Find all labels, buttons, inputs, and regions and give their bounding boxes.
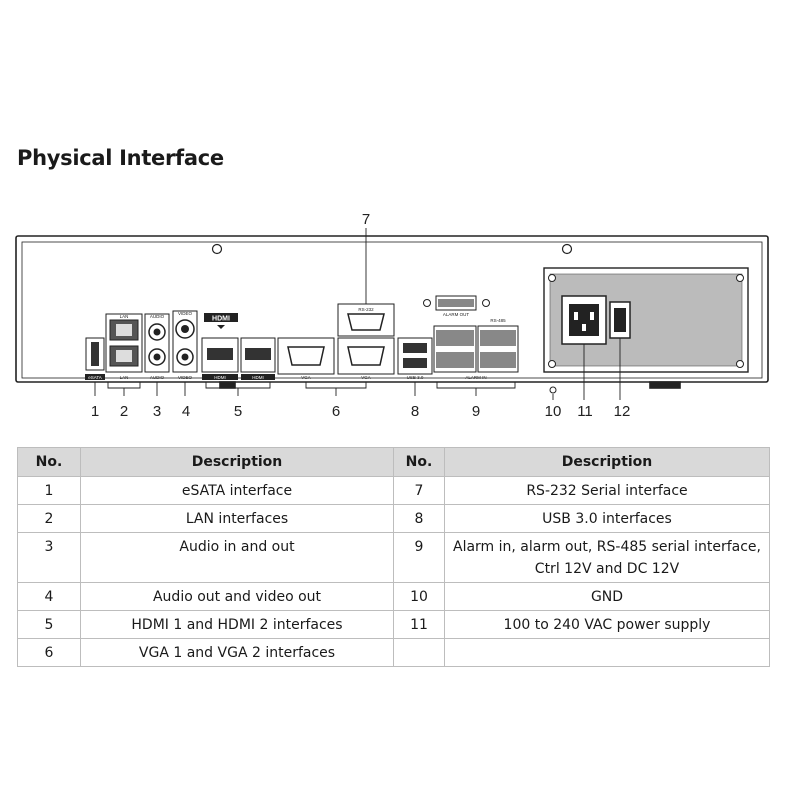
esata-port bbox=[85, 338, 105, 380]
callout-2: 2 bbox=[119, 403, 129, 420]
usb-label: USB 3.0 bbox=[406, 375, 424, 380]
audio-top-label: AUDIO bbox=[149, 314, 165, 319]
table-row bbox=[18, 477, 770, 505]
row-description bbox=[445, 639, 770, 667]
row-description: Audio out and video out bbox=[81, 583, 394, 611]
table-header-row bbox=[18, 448, 770, 477]
row-description: GND bbox=[445, 583, 770, 611]
callout-8: 8 bbox=[410, 403, 420, 420]
row-description: LAN interfaces bbox=[81, 505, 394, 533]
rs232-label: RS-232 bbox=[358, 307, 374, 312]
alarm-in-label: ALARM IN bbox=[465, 375, 487, 380]
esata-label: eSATA bbox=[88, 375, 102, 380]
row-description: eSATA interface bbox=[81, 477, 394, 505]
hdmi-logo-text: HDMI bbox=[212, 315, 230, 323]
table-row bbox=[18, 533, 770, 583]
callout-7: 7 bbox=[361, 211, 371, 228]
row-description: Alarm in, alarm out, RS-485 serial interface, Ctrl 12V and DC 12V bbox=[445, 533, 770, 583]
alarm-terminals bbox=[424, 296, 519, 380]
hdmi1-label: HDMI bbox=[214, 375, 226, 380]
callout-5: 5 bbox=[233, 403, 243, 420]
callout-11: 11 bbox=[577, 403, 593, 420]
row-description: VGA 1 and VGA 2 interfaces bbox=[81, 639, 394, 667]
callout-4: 4 bbox=[181, 403, 191, 420]
video-top-label: VIDEO bbox=[177, 311, 193, 316]
hdmi-logo bbox=[204, 313, 238, 329]
alarm-out-label: ALARM OUT bbox=[442, 312, 470, 317]
hdmi-ports bbox=[202, 338, 275, 380]
rs485-label: RS-485 bbox=[490, 318, 506, 323]
usb-ports bbox=[398, 338, 432, 380]
lan-top-label: LAN bbox=[119, 314, 129, 319]
table-row bbox=[18, 611, 770, 639]
header-no-2: No. bbox=[394, 448, 445, 477]
row-no: 11 bbox=[394, 611, 445, 639]
row-no bbox=[394, 639, 445, 667]
screw-icon bbox=[213, 245, 572, 254]
callout-6: 6 bbox=[331, 403, 341, 420]
row-description: USB 3.0 interfaces bbox=[445, 505, 770, 533]
row-no: 4 bbox=[18, 583, 81, 611]
page-title: Physical Interface bbox=[17, 146, 224, 170]
header-description-1: Description bbox=[81, 448, 394, 477]
vga2-label: VGA bbox=[361, 375, 371, 380]
interface-table bbox=[17, 447, 770, 667]
hdmi2-label: HDMI bbox=[252, 375, 264, 380]
lan-ports bbox=[106, 314, 142, 380]
callout-9: 9 bbox=[471, 403, 481, 420]
header-description-2: Description bbox=[445, 448, 770, 477]
vga-ports bbox=[278, 338, 394, 380]
header-no-1: No. bbox=[18, 448, 81, 477]
audio-bottom-label: AUDIO bbox=[149, 375, 165, 380]
lan-bottom-label: LAN bbox=[119, 375, 129, 380]
row-no: 5 bbox=[18, 611, 81, 639]
row-no: 6 bbox=[18, 639, 81, 667]
callout-1: 1 bbox=[90, 403, 100, 420]
table-row bbox=[18, 505, 770, 533]
power-supply bbox=[544, 268, 748, 393]
table-row bbox=[18, 583, 770, 611]
row-no: 2 bbox=[18, 505, 81, 533]
row-no: 7 bbox=[394, 477, 445, 505]
table-row bbox=[18, 639, 770, 667]
row-description: HDMI 1 and HDMI 2 interfaces bbox=[81, 611, 394, 639]
audio-ports bbox=[145, 314, 169, 380]
callout-12: 12 bbox=[613, 403, 631, 420]
rear-panel-diagram bbox=[0, 200, 800, 430]
row-description: Audio in and out bbox=[81, 533, 394, 583]
callout-10: 10 bbox=[544, 403, 562, 420]
row-description: 100 to 240 VAC power supply bbox=[445, 611, 770, 639]
rs232-port bbox=[338, 304, 394, 336]
row-no: 8 bbox=[394, 505, 445, 533]
row-no: 10 bbox=[394, 583, 445, 611]
video-bottom-label: VIDEO bbox=[177, 375, 193, 380]
row-no: 9 bbox=[394, 533, 445, 583]
video-ports bbox=[173, 311, 197, 380]
callout-3: 3 bbox=[152, 403, 162, 420]
row-no: 3 bbox=[18, 533, 81, 583]
vga1-label: VGA bbox=[301, 375, 311, 380]
row-description: RS-232 Serial interface bbox=[445, 477, 770, 505]
row-no: 1 bbox=[18, 477, 81, 505]
